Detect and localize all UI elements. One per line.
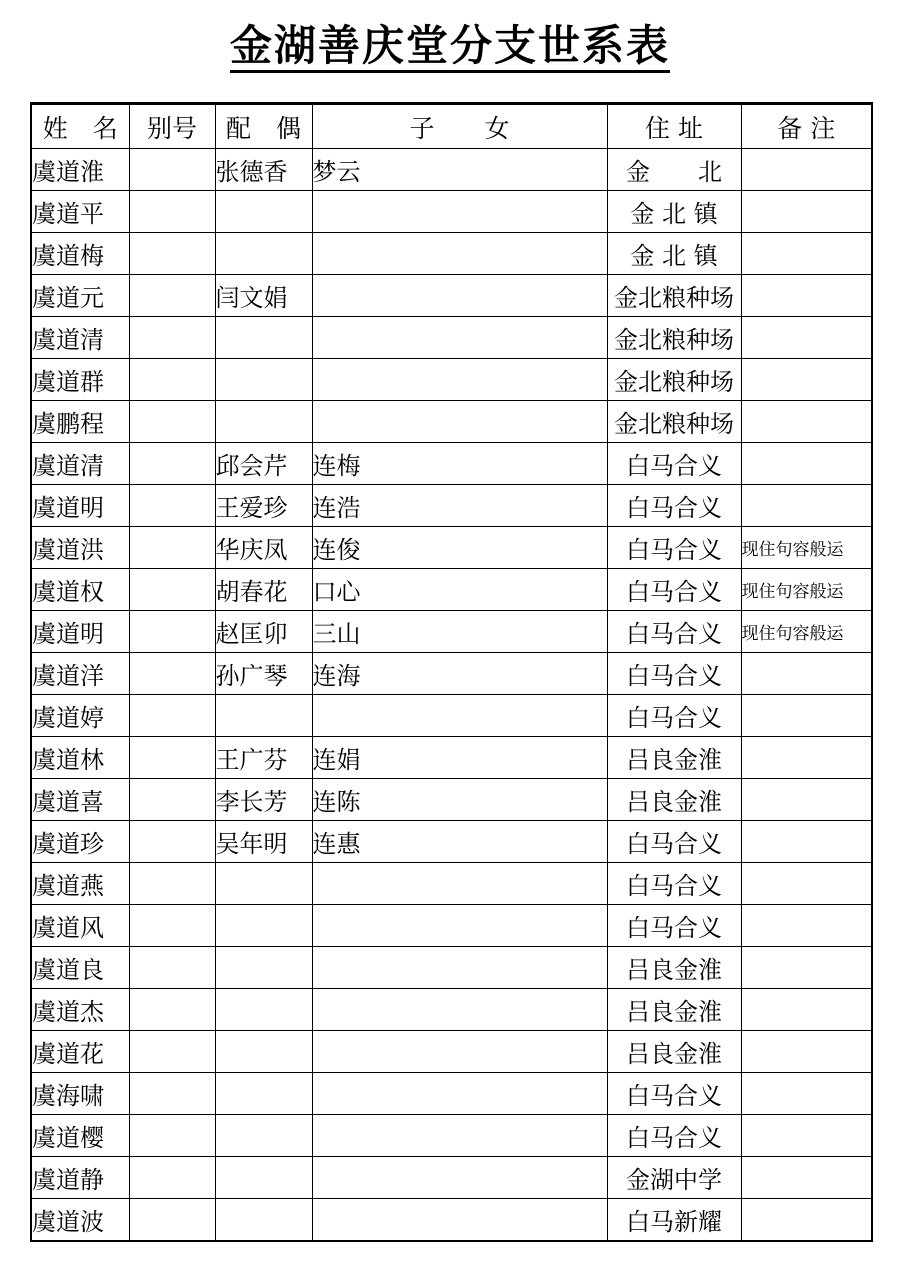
- cell-alias: [129, 443, 215, 485]
- cell-note: [741, 443, 872, 485]
- table-row: [31, 401, 872, 443]
- cell-children: [312, 1073, 607, 1115]
- header-spouse: 配 偶: [215, 104, 312, 149]
- cell-address: 吕良金淮: [607, 1031, 741, 1073]
- cell-note: [741, 737, 872, 779]
- cell-name: 虞道樱: [31, 1115, 129, 1157]
- table-row: [31, 989, 872, 1031]
- cell-address: 金北粮种场: [607, 317, 741, 359]
- cell-note: [741, 1115, 872, 1157]
- cell-address: 白马合义: [607, 485, 741, 527]
- cell-name: 虞道杰: [31, 989, 129, 1031]
- cell-name: 虞鹏程: [31, 401, 129, 443]
- cell-spouse: 王爱珍: [215, 485, 312, 527]
- cell-children: [312, 1199, 607, 1242]
- cell-note: [741, 947, 872, 989]
- cell-address: 金北粮种场: [607, 401, 741, 443]
- cell-note: [741, 905, 872, 947]
- cell-address: 白马合义: [607, 569, 741, 611]
- cell-note: [741, 275, 872, 317]
- page-title: 金湖善庆堂分支世系表: [230, 21, 670, 73]
- cell-children: [312, 1031, 607, 1073]
- cell-alias: [129, 821, 215, 863]
- cell-children: 连惠: [312, 821, 607, 863]
- cell-address: 白马合义: [607, 1073, 741, 1115]
- cell-address: 吕良金淮: [607, 779, 741, 821]
- cell-children: [312, 947, 607, 989]
- cell-alias: [129, 317, 215, 359]
- cell-name: 虞道波: [31, 1199, 129, 1242]
- cell-alias: [129, 1031, 215, 1073]
- cell-children: [312, 401, 607, 443]
- cell-address: 金北粮种场: [607, 275, 741, 317]
- cell-alias: [129, 653, 215, 695]
- cell-address: 金 北 镇: [607, 191, 741, 233]
- cell-note: [741, 233, 872, 275]
- table-row: [31, 233, 872, 275]
- cell-name: 虞道清: [31, 317, 129, 359]
- cell-alias: [129, 233, 215, 275]
- cell-address: 白马合义: [607, 1115, 741, 1157]
- cell-alias: [129, 737, 215, 779]
- cell-name: 虞道群: [31, 359, 129, 401]
- cell-spouse: 闫文娟: [215, 275, 312, 317]
- cell-name: 虞道静: [31, 1157, 129, 1199]
- cell-children: 连俊: [312, 527, 607, 569]
- table-row: [31, 191, 872, 233]
- cell-note: [741, 359, 872, 401]
- table-row: [31, 863, 872, 905]
- cell-alias: [129, 1157, 215, 1199]
- cell-children: 连娟: [312, 737, 607, 779]
- cell-children: [312, 989, 607, 1031]
- cell-note: [741, 821, 872, 863]
- table-row: [31, 905, 872, 947]
- cell-alias: [129, 401, 215, 443]
- table-row: [31, 737, 872, 779]
- cell-alias: [129, 569, 215, 611]
- cell-spouse: 王广芬: [215, 737, 312, 779]
- cell-note: [741, 1031, 872, 1073]
- cell-name: 虞道清: [31, 443, 129, 485]
- cell-spouse: [215, 401, 312, 443]
- cell-address: 白马新耀: [607, 1199, 741, 1242]
- title-block: [0, 20, 900, 72]
- cell-spouse: [215, 695, 312, 737]
- header-note: 备 注: [741, 104, 872, 149]
- cell-address: 金北粮种场: [607, 359, 741, 401]
- cell-note: [741, 191, 872, 233]
- cell-note: [741, 149, 872, 191]
- cell-note: [741, 401, 872, 443]
- cell-spouse: 吴年明: [215, 821, 312, 863]
- cell-alias: [129, 527, 215, 569]
- cell-note: [741, 1073, 872, 1115]
- cell-spouse: [215, 1073, 312, 1115]
- table-row: [31, 527, 872, 569]
- cell-spouse: 李长芳: [215, 779, 312, 821]
- cell-alias: [129, 1199, 215, 1242]
- cell-note: [741, 653, 872, 695]
- cell-note: 现住句容般运: [741, 527, 872, 569]
- cell-spouse: [215, 947, 312, 989]
- cell-children: [312, 317, 607, 359]
- cell-note: [741, 695, 872, 737]
- cell-note: [741, 485, 872, 527]
- cell-spouse: 孙广琴: [215, 653, 312, 695]
- cell-name: 虞道燕: [31, 863, 129, 905]
- table-row: [31, 611, 872, 653]
- cell-address: 金 北 镇: [607, 233, 741, 275]
- cell-name: 虞道花: [31, 1031, 129, 1073]
- cell-address: 吕良金淮: [607, 947, 741, 989]
- cell-name: 虞道梅: [31, 233, 129, 275]
- cell-alias: [129, 989, 215, 1031]
- cell-children: [312, 191, 607, 233]
- cell-name: 虞道明: [31, 611, 129, 653]
- cell-spouse: [215, 1115, 312, 1157]
- cell-name: 虞道洪: [31, 527, 129, 569]
- cell-note: [741, 1199, 872, 1242]
- cell-spouse: [215, 1199, 312, 1242]
- cell-address: 白马合义: [607, 527, 741, 569]
- cell-alias: [129, 863, 215, 905]
- cell-name: 虞道良: [31, 947, 129, 989]
- cell-children: [312, 359, 607, 401]
- cell-address: 白马合义: [607, 863, 741, 905]
- cell-note: 现住句容般运: [741, 569, 872, 611]
- cell-children: 连梅: [312, 443, 607, 485]
- table-row: [31, 485, 872, 527]
- cell-alias: [129, 275, 215, 317]
- cell-children: [312, 863, 607, 905]
- cell-alias: [129, 695, 215, 737]
- cell-children: 三山: [312, 611, 607, 653]
- cell-alias: [129, 779, 215, 821]
- cell-spouse: [215, 317, 312, 359]
- cell-name: 虞道权: [31, 569, 129, 611]
- cell-children: [312, 1157, 607, 1199]
- table-header-row: [31, 104, 872, 149]
- cell-spouse: [215, 1157, 312, 1199]
- cell-spouse: [215, 863, 312, 905]
- cell-children: [312, 695, 607, 737]
- cell-name: 虞道淮: [31, 149, 129, 191]
- table-row: [31, 359, 872, 401]
- cell-name: 虞道风: [31, 905, 129, 947]
- header-alias: 别号: [129, 104, 215, 149]
- cell-alias: [129, 149, 215, 191]
- cell-alias: [129, 485, 215, 527]
- header-children: 子 女: [312, 104, 607, 149]
- table-row: [31, 569, 872, 611]
- cell-children: [312, 905, 607, 947]
- table-row: [31, 149, 872, 191]
- table-row: [31, 1031, 872, 1073]
- cell-name: 虞道珍: [31, 821, 129, 863]
- cell-address: 金湖中学: [607, 1157, 741, 1199]
- cell-note: [741, 863, 872, 905]
- table-row: [31, 317, 872, 359]
- table-row: [31, 443, 872, 485]
- cell-address: 白马合义: [607, 653, 741, 695]
- cell-children: 梦云: [312, 149, 607, 191]
- table-row: [31, 695, 872, 737]
- cell-children: 连海: [312, 653, 607, 695]
- table-row: [31, 1073, 872, 1115]
- cell-alias: [129, 1073, 215, 1115]
- cell-spouse: [215, 191, 312, 233]
- cell-note: [741, 1157, 872, 1199]
- cell-spouse: [215, 359, 312, 401]
- cell-name: 虞道平: [31, 191, 129, 233]
- cell-address: 白马合义: [607, 443, 741, 485]
- cell-address: 白马合义: [607, 821, 741, 863]
- cell-note: 现住句容般运: [741, 611, 872, 653]
- cell-alias: [129, 947, 215, 989]
- cell-children: [312, 233, 607, 275]
- table-row: [31, 779, 872, 821]
- cell-spouse: 赵匡卯: [215, 611, 312, 653]
- cell-alias: [129, 1115, 215, 1157]
- table-row: [31, 275, 872, 317]
- table-row: [31, 1115, 872, 1157]
- table-row: [31, 821, 872, 863]
- cell-address: 吕良金淮: [607, 737, 741, 779]
- cell-name: 虞道林: [31, 737, 129, 779]
- cell-spouse: [215, 1031, 312, 1073]
- cell-name: 虞道喜: [31, 779, 129, 821]
- cell-address: 吕良金淮: [607, 989, 741, 1031]
- cell-spouse: 张德香: [215, 149, 312, 191]
- table-row: [31, 653, 872, 695]
- table-row: [31, 1157, 872, 1199]
- table-row: [31, 947, 872, 989]
- cell-spouse: [215, 233, 312, 275]
- cell-alias: [129, 611, 215, 653]
- cell-address: 白马合义: [607, 695, 741, 737]
- cell-name: 虞道明: [31, 485, 129, 527]
- header-name: 姓 名: [31, 104, 129, 149]
- table-row: [31, 1199, 872, 1242]
- cell-spouse: 邱会芹: [215, 443, 312, 485]
- cell-spouse: 华庆凤: [215, 527, 312, 569]
- cell-spouse: 胡春花: [215, 569, 312, 611]
- cell-name: 虞道洋: [31, 653, 129, 695]
- header-address: 住 址: [607, 104, 741, 149]
- cell-address: 金 北: [607, 149, 741, 191]
- cell-address: 白马合义: [607, 905, 741, 947]
- cell-alias: [129, 359, 215, 401]
- cell-spouse: [215, 989, 312, 1031]
- cell-name: 虞道婷: [31, 695, 129, 737]
- cell-children: 连浩: [312, 485, 607, 527]
- cell-name: 虞海啸: [31, 1073, 129, 1115]
- cell-children: 口心: [312, 569, 607, 611]
- cell-spouse: [215, 905, 312, 947]
- cell-children: [312, 275, 607, 317]
- cell-name: 虞道元: [31, 275, 129, 317]
- cell-note: [741, 317, 872, 359]
- cell-alias: [129, 191, 215, 233]
- cell-children: [312, 1115, 607, 1157]
- cell-address: 白马合义: [607, 611, 741, 653]
- cell-note: [741, 779, 872, 821]
- cell-note: [741, 989, 872, 1031]
- genealogy-table: [30, 102, 873, 1242]
- cell-alias: [129, 905, 215, 947]
- cell-children: 连陈: [312, 779, 607, 821]
